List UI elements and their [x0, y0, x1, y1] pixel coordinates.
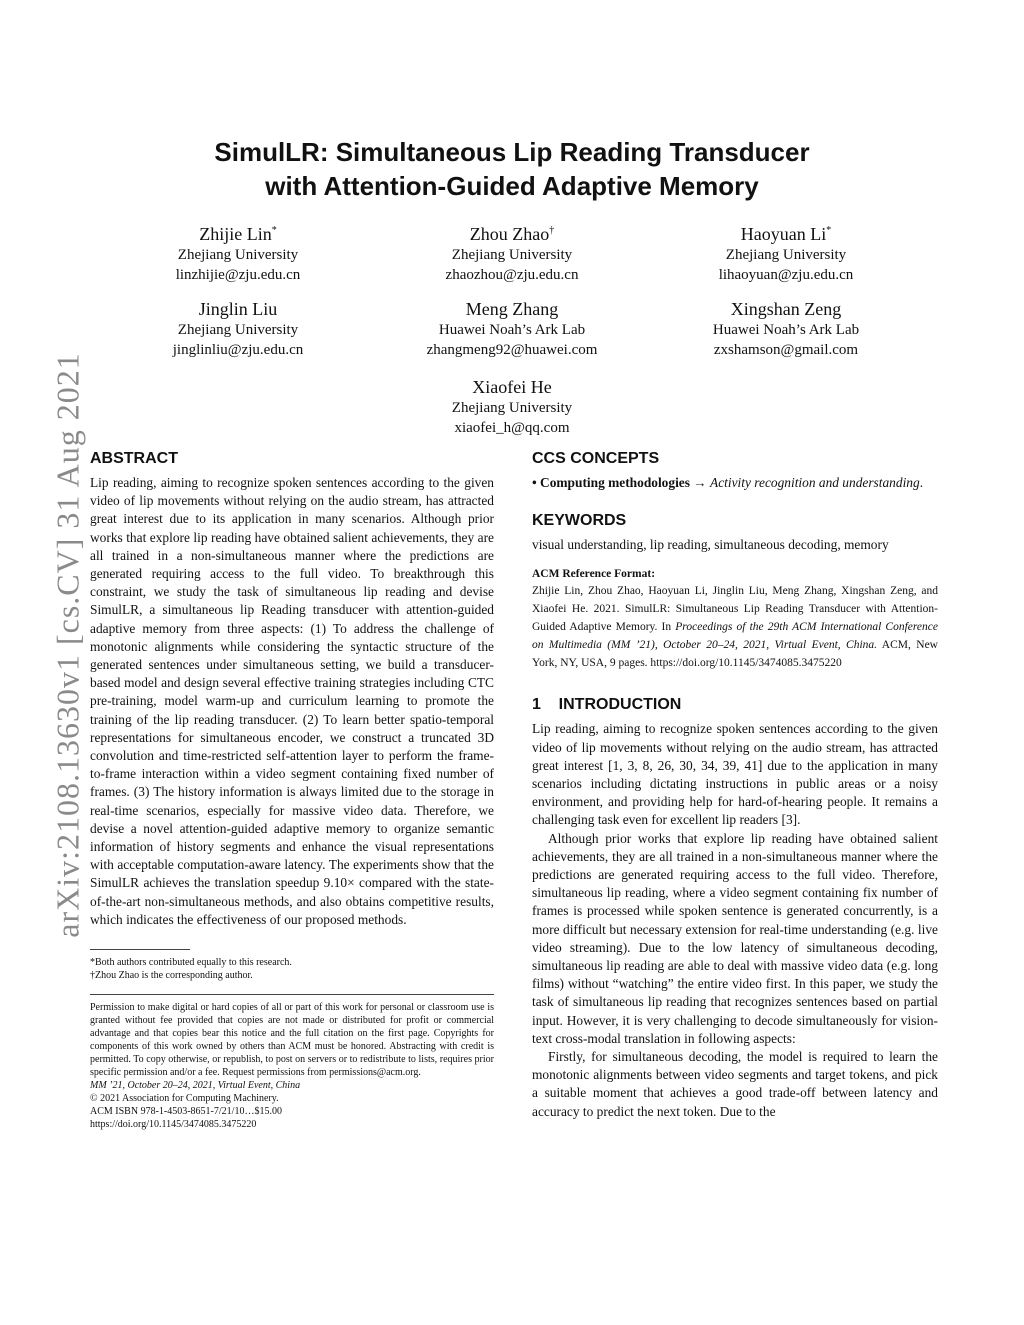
author-affiliation: Huawei Noah’s Ark Lab: [712, 322, 860, 338]
copyright-line: © 2021 Association for Computing Machinery.: [90, 1093, 279, 1105]
ccs-bullet: • Computing methodologies: [532, 475, 690, 490]
author-email: lihaoyuan@zju.edu.cn: [718, 267, 854, 283]
left-column: [90, 448, 494, 1131]
acm-reference-text: Zhijie Lin, Zhou Zhao, Haoyuan Li, Jinglin Liu, Meng Zhang, Xingshan Zeng, and Xiaofei He. 2021. SimulLR: Simultaneous Lip Reading Transducer with Attention-Guided Adaptive Memory. In Proceedings of the 29th ACM International Conference on Multimedia (MM ’21), October 20–24, 2021, Virtual Event, China. ACM, New York, NY, USA, 9 pages. https://doi.org/10.1145/3474085.3475220: [532, 585, 938, 670]
author-block: [382, 220, 642, 285]
author-block: [656, 298, 916, 360]
author-name: Zhou Zhao†: [469, 224, 555, 244]
ccs-concepts: • Computing methodologies → Activity recognition and understanding.: [532, 475, 924, 490]
author-block: [108, 298, 368, 360]
author-affiliation: Zhejiang University: [451, 247, 573, 263]
author-email: linzhijie@zju.edu.cn: [175, 267, 301, 283]
title-line-2: with Attention-Guided Adaptive Memory: [265, 171, 759, 201]
intro-paragraph-2: Although prior works that explore lip reading have obtained salient achievements, they are all trained in a non-simultaneous manner where the predictions are generated requiring access to the full video. Therefore, simultaneous lip reading, where a video segment containing fix number of frames is processed while spoken sentence is generated concurrently, is a more difficult but necessary extension for real-time understanding (e.g. live video streaming). Due to the low latency of simultaneous decoding, simultaneous lip reading are able to deal with massive video data (e.g. long films) without “watching” the entire video first. In this paper, we study the task of simultaneous lip reading that recognizes sentences based on partial input. However, it is very challenging to decode simultaneously for vision-text cross-modal translation in following aspects:: [532, 830, 938, 1046]
paper-title: [80, 135, 944, 203]
footnote-corresponding-author: †Zhou Zhao is the corresponding author.: [90, 970, 253, 982]
author-affiliation: Zhejiang University: [725, 247, 847, 263]
intro-paragraph-1: Lip reading, aiming to recognize spoken sentences according to the given video of lip movements without relying on the audio stream, has attracted great interest [1, 3, 8, 26, 30, 34, 39, 41] due to the application in many scenarios including dictating instructions in public areas or a noisy environment, and providing help for hard-of-hearing people. It remains a challenging task even for excellent lip readers [3].: [532, 721, 938, 828]
abstract-text: Lip reading, aiming to recognize spoken sentences according to the given video of lip movements without relying on the audio stream, has attracted great interest due to its application in many scenarios. Although prior works that explore lip reading have obtained salient achievements, they are all trained in a non-simultaneous manner where the predictions are generated requiring access to the full video. To breakthrough this constraint, we study the task of simultaneous lip reading and devise SimulLR, a simultaneous lip Reading transducer with attention-guided adaptive memory from three aspects: (1) To address the challenge of monotonic alignments while considering the syntactic structure of the generated sentences under simultaneous setting, we build a transducer-based model and design several effective training strategies including CTC pre-training, model warm-up and curriculum learning to promote the training of the lip reading transducer. (2) To learn better spatio-temporal representations for simultaneous encoder, we construct a truncated 3D convolution and time-restricted self-attention layer to perform the frame-to-frame interaction within a video segment containing fixed number of frames. (3) The history information is always limited due to the storage in real-time scenarios, especially for massive video data. Therefore, we devise a novel attention-guided adaptive memory to organize semantic information of history segments and enhance the visual representations with acceptable computation-aware latency. The experiments show that the SimulLR achieves the translation speedup 9.10× compared with the state-of-the-art non-simultaneous methods, and also obtains competitive results, which indicates the effectiveness of our proposed methods.: [90, 475, 494, 927]
intro-paragraph-3: Firstly, for simultaneous decoding, the model is required to learn the monotonic alignments between video segments and target tokens, and pick a suitable moment that achieves a good trade-off between latency and accuracy to predict the next token. Due to the: [532, 1049, 938, 1119]
author-email: xiaofei_h@qq.com: [454, 420, 570, 436]
introduction-heading: 1 INTRODUCTION: [532, 696, 682, 714]
arxiv-identifier: arXiv:2108.13630v1 [cs.CV] 31 Aug 2021: [49, 352, 86, 938]
ccs-heading: CCS CONCEPTS: [532, 450, 660, 467]
author-name: Jinglin Liu: [198, 299, 278, 319]
author-affiliation: Zhejiang University: [451, 400, 573, 416]
author-affiliation: Zhejiang University: [177, 322, 299, 338]
ccs-arrow: →: [689, 475, 711, 490]
author-block: [656, 220, 916, 285]
right-column: [532, 448, 938, 1121]
doi-link[interactable]: https://doi.org/10.1145/3474085.3475220: [90, 1119, 257, 1131]
author-block: [382, 298, 642, 360]
conference-info: MM ’21, October 20–24, 2021, Virtual Event, China: [90, 1080, 301, 1092]
author-email: zhangmeng92@huawei.com: [426, 342, 598, 358]
author-name: Xingshan Zeng: [730, 299, 842, 319]
author-name: Haoyuan Li*: [740, 224, 832, 244]
author-email: zxshamson@gmail.com: [713, 342, 859, 358]
author-affiliation: Huawei Noah’s Ark Lab: [438, 322, 586, 338]
acm-reference-label: ACM Reference Format:: [532, 568, 656, 581]
author-name: Zhijie Lin*: [199, 224, 277, 244]
footnote-equal-contribution: *Both authors contributed equally to this research.: [90, 957, 292, 969]
author-email: jinglinliu@zju.edu.cn: [172, 342, 304, 358]
keywords-heading: KEYWORDS: [532, 512, 627, 530]
author-block: [382, 376, 642, 438]
permission-notice: Permission to make digital or hard copies of all or part of this work for personal or classroom use is granted without fee provided that copies are not made or distributed for profit or commercial advantage and that copies bear this notice and the full citation on the first page. Copyrights for components of this work owned by others than ACM must be honored. Abstracting with credit is permitted. To copy otherwise, or republish, to post on servers or to redistribute to lists, requires prior specific permission and/or a fee. Request permissions from permissions@acm.org.: [90, 1002, 494, 1079]
author-affiliation: Zhejiang University: [177, 247, 299, 263]
author-name: Xiaofei He: [472, 377, 552, 397]
author-email: zhaozhou@zju.edu.cn: [445, 267, 579, 283]
abstract-heading: ABSTRACT: [90, 450, 178, 467]
author-block: [108, 220, 368, 285]
isbn-line: ACM ISBN 978-1-4503-8651-7/21/10…$15.00: [90, 1106, 282, 1118]
author-name: Meng Zhang: [465, 299, 559, 319]
title-line-1: SimulLR: Simultaneous Lip Reading Transducer: [214, 137, 810, 167]
keywords-text: visual understanding, lip reading, simultaneous decoding, memory: [532, 537, 889, 553]
ccs-concept: Activity recognition and understanding: [710, 475, 920, 490]
